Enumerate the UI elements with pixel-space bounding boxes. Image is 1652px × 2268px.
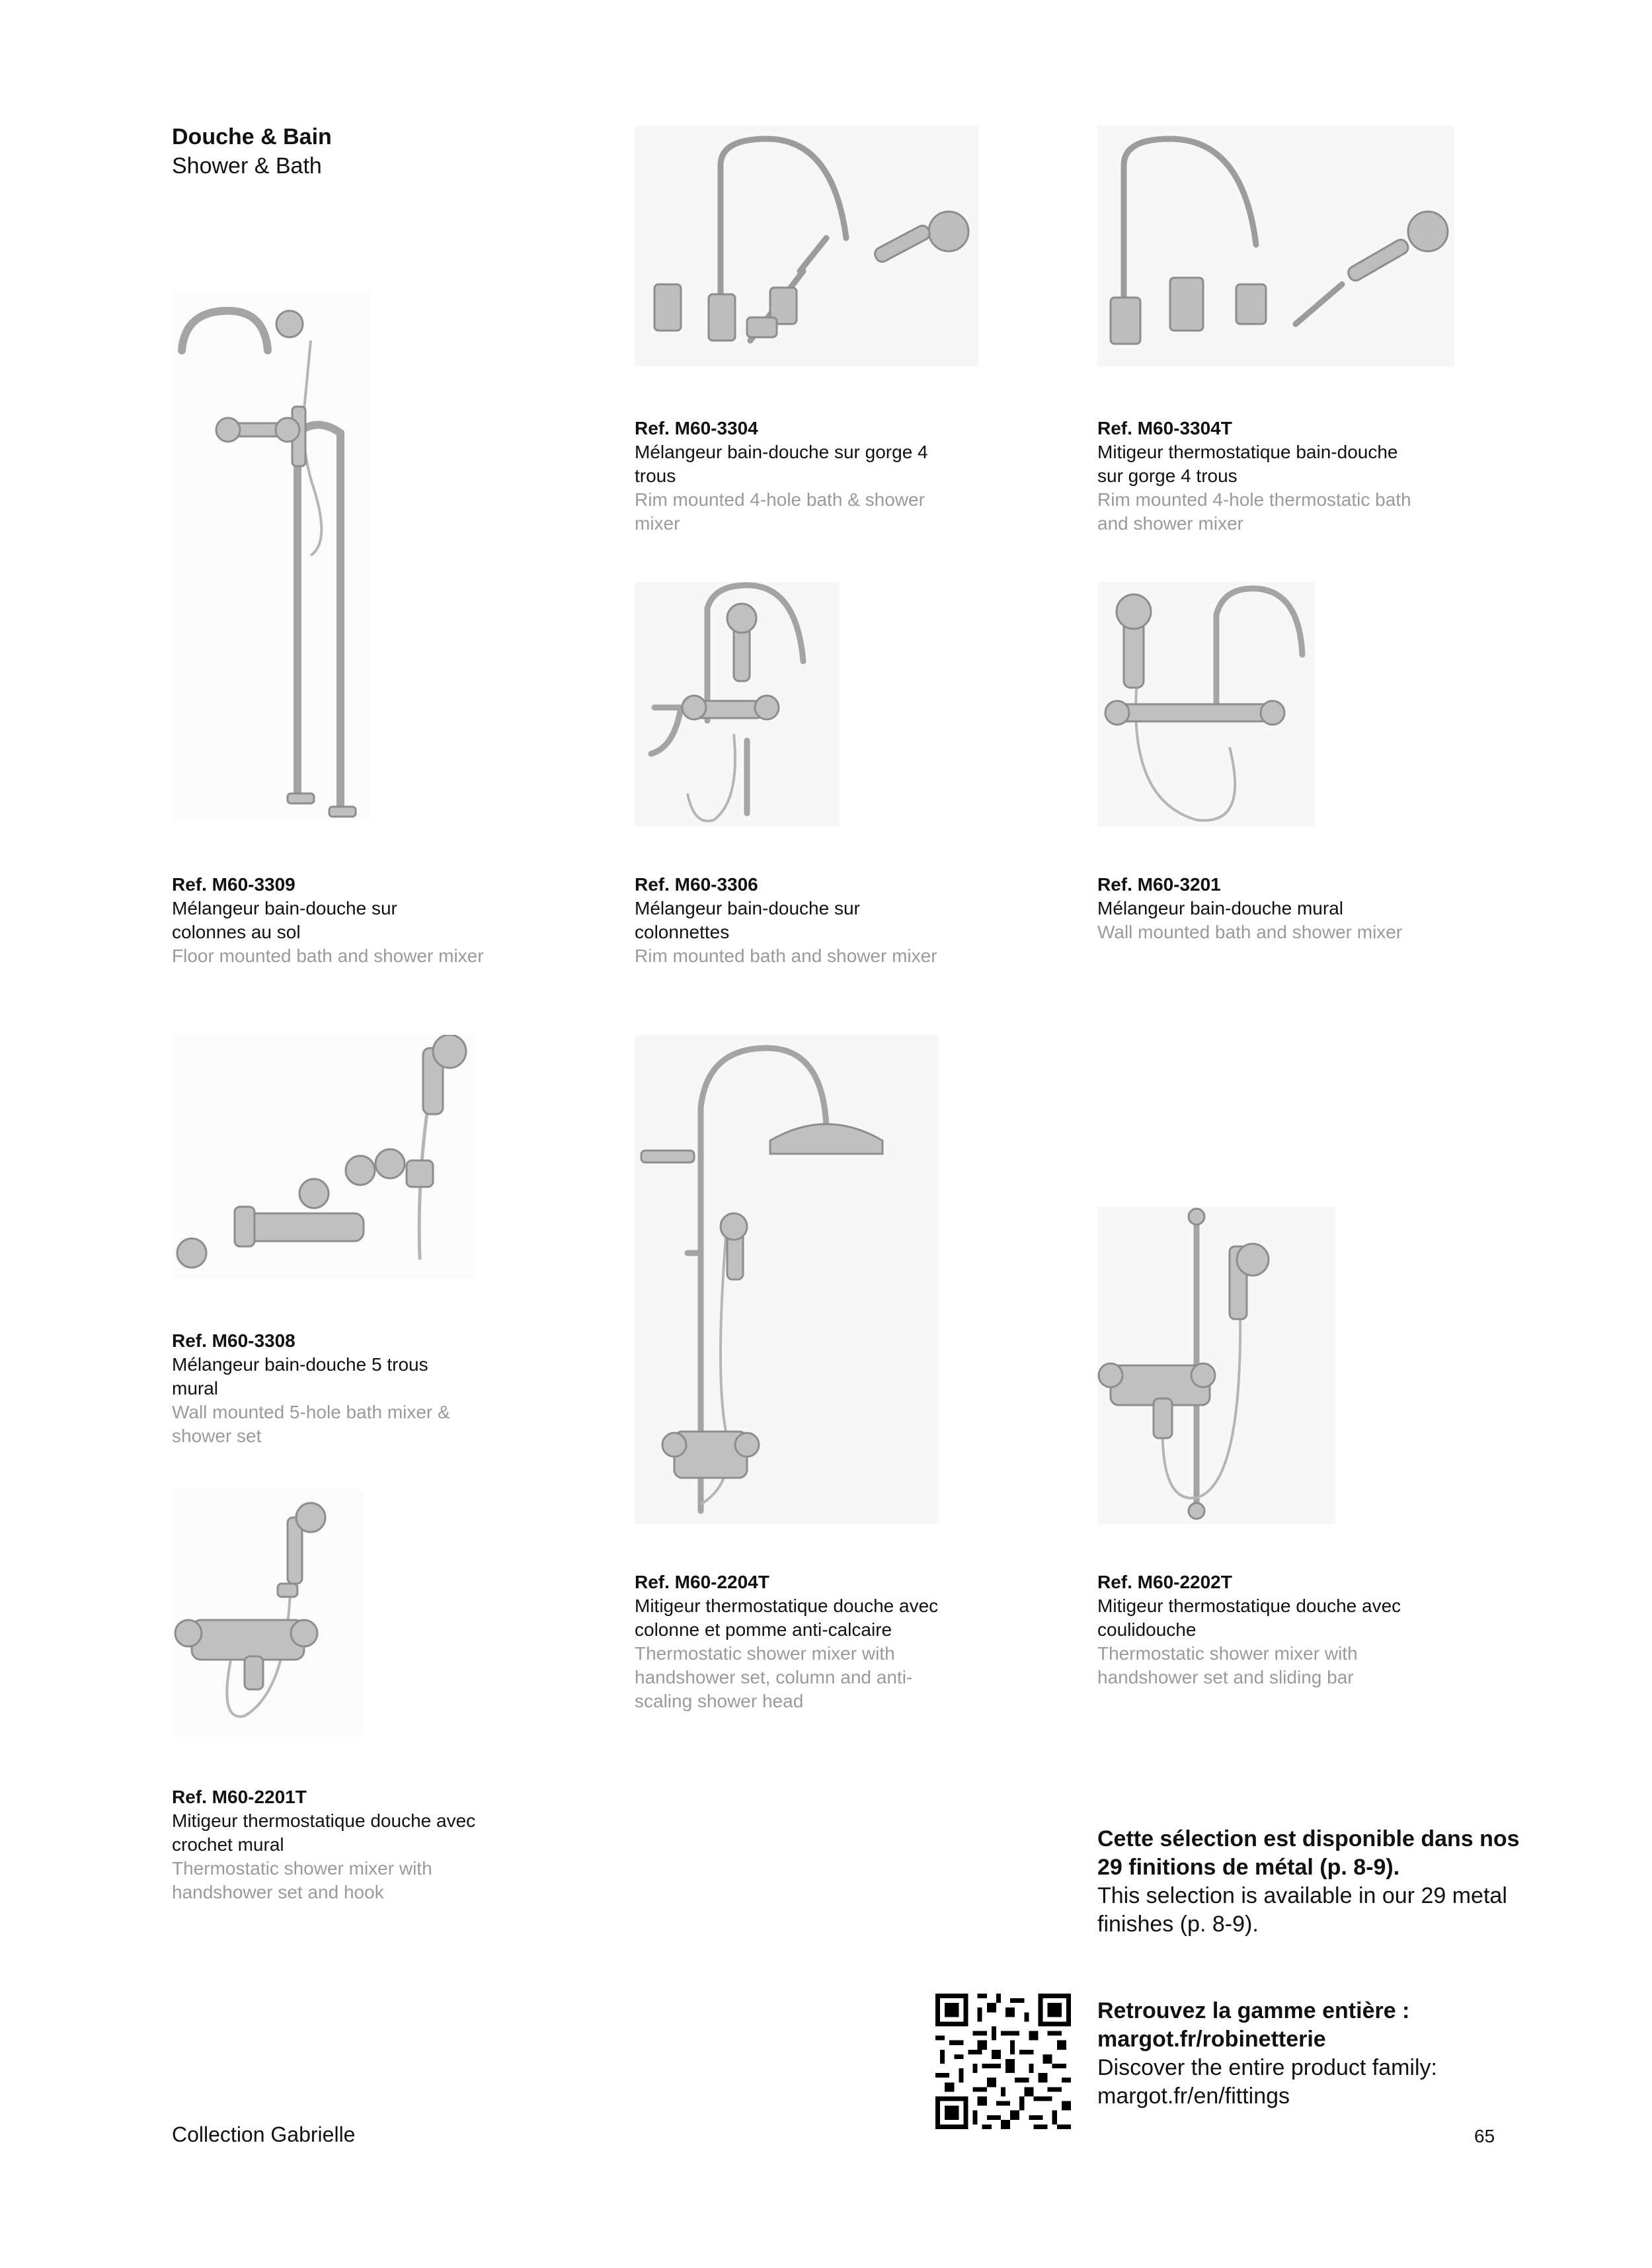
product-caption-m60-2201t xyxy=(172,1785,502,1904)
product-image-m60-3304 xyxy=(635,126,978,367)
product-name-en: Thermostatic shower mixer with handshower set and sliding bar xyxy=(1097,1643,1358,1687)
product-image-m60-2201t xyxy=(172,1491,364,1736)
product-caption-m60-3304 xyxy=(635,417,965,536)
product-ref: Ref. M60-3308 xyxy=(172,1330,295,1351)
product-ref: Ref. M60-3201 xyxy=(1097,874,1221,895)
faucet-icon xyxy=(635,126,978,367)
product-ref: Ref. M60-2204T xyxy=(635,1572,769,1592)
product-name-en: Wall mounted 5-hole bath mixer & shower set xyxy=(172,1402,450,1446)
footer-collection: Collection Gabrielle xyxy=(172,2123,356,2146)
product-caption-m60-3201 xyxy=(1097,873,1428,944)
product-name-en: Rim mounted bath and shower mixer xyxy=(635,946,937,966)
qr-code-icon[interactable] xyxy=(935,1994,1071,2129)
product-name-fr: Mélangeur bain-douche mural xyxy=(1097,898,1343,918)
range-link-en[interactable]: margot.fr/en/fittings xyxy=(1097,2084,1290,2109)
section-title-fr: Douche & Bain xyxy=(172,124,332,149)
product-caption-m60-3304t xyxy=(1097,417,1428,536)
product-caption-m60-2204t xyxy=(635,1570,965,1713)
finishes-note-fr: Cette sélection est disponible dans nos 29 finitions de métal (p. 8-9). xyxy=(1097,1826,1520,1880)
product-image-m60-3308 xyxy=(172,1035,476,1279)
product-ref: Ref. M60-3309 xyxy=(172,874,295,895)
product-caption-m60-3306 xyxy=(635,873,965,968)
range-note-fr-line1: Retrouvez la gamme entière : xyxy=(1097,1998,1410,2023)
product-image-m60-2202t xyxy=(1097,1207,1335,1524)
faucet-icon xyxy=(172,291,370,820)
faucet-icon xyxy=(1097,582,1316,827)
product-name-en: Rim mounted 4-hole thermostatic bath and shower mixer xyxy=(1097,489,1411,534)
product-image-m60-3309 xyxy=(172,291,370,820)
finishes-note xyxy=(1097,1825,1520,1939)
product-name-en: Rim mounted 4-hole bath & shower mixer xyxy=(635,489,925,534)
product-name-en: Thermostatic shower mixer with handshower set, column and anti-scaling shower head xyxy=(635,1643,913,1711)
product-ref: Ref. M60-3304T xyxy=(1097,418,1232,438)
product-name-fr: Mitigeur thermostatique douche avec crochet mural xyxy=(172,1810,476,1855)
product-name-fr: Mitigeur thermostatique douche avec colonne et pomme anti-calcaire xyxy=(635,1596,939,1640)
product-caption-m60-3309 xyxy=(172,873,502,968)
product-name-fr: Mélangeur bain-douche sur colonnettes xyxy=(635,898,860,942)
faucet-icon xyxy=(1097,126,1454,367)
product-name-fr: Mitigeur thermostatique douche avec coulidouche xyxy=(1097,1596,1401,1640)
product-name-en: Thermostatic shower mixer with handshower set and hook xyxy=(172,1858,432,1902)
faucet-icon xyxy=(635,582,840,827)
product-ref: Ref. M60-2201T xyxy=(172,1787,307,1807)
faucet-icon xyxy=(635,1035,939,1524)
product-name-en: Wall mounted bath and shower mixer xyxy=(1097,922,1403,942)
faucet-icon xyxy=(172,1491,364,1736)
product-name-fr: Mélangeur bain-douche 5 trous mural xyxy=(172,1354,428,1398)
range-note-en-line1: Discover the entire product family: xyxy=(1097,2055,1437,2080)
faucet-icon xyxy=(1097,1207,1335,1524)
product-name-fr: Mélangeur bain-douche sur colonnes au sol xyxy=(172,898,397,942)
product-image-m60-3201 xyxy=(1097,582,1316,827)
product-image-m60-2204t xyxy=(635,1035,939,1524)
finishes-note-en: This selection is available in our 29 metal finishes (p. 8-9). xyxy=(1097,1883,1507,1937)
product-ref: Ref. M60-3304 xyxy=(635,418,758,438)
product-name-fr: Mélangeur bain-douche sur gorge 4 trous xyxy=(635,442,928,486)
faucet-icon xyxy=(172,1035,476,1279)
product-name-fr: Mitigeur thermostatique bain-douche sur gorge 4 trous xyxy=(1097,442,1398,486)
range-link-fr[interactable]: margot.fr/robinetterie xyxy=(1097,2027,1326,2052)
product-ref: Ref. M60-2202T xyxy=(1097,1572,1232,1592)
section-title xyxy=(172,122,332,181)
product-name-en: Floor mounted bath and shower mixer xyxy=(172,946,484,966)
section-title-en: Shower & Bath xyxy=(172,153,322,179)
product-image-m60-3306 xyxy=(635,582,840,827)
product-ref: Ref. M60-3306 xyxy=(635,874,758,895)
page-number: 65 xyxy=(1474,2126,1495,2146)
range-note xyxy=(1097,1997,1520,2111)
product-image-m60-3304t xyxy=(1097,126,1454,367)
product-caption-m60-2202t xyxy=(1097,1570,1428,1689)
product-caption-m60-3308 xyxy=(172,1329,483,1448)
